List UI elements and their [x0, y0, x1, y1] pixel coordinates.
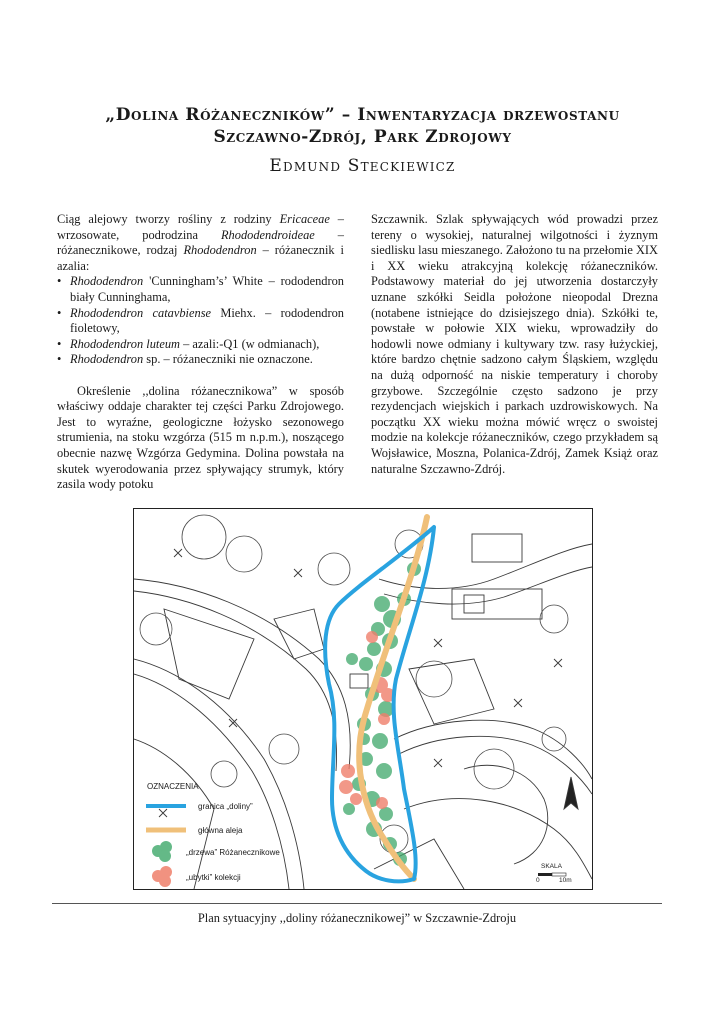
- scale-bar-segment: [552, 873, 566, 876]
- legend-label: główna aleja: [198, 826, 243, 835]
- species-name: Rhododendron: [70, 352, 144, 367]
- intro-text: – wrzosowate, podrodzina: [57, 212, 345, 242]
- scale-bar-segment: [538, 873, 552, 876]
- path-line: [134, 591, 337, 771]
- legend-label: granica „doliny”: [198, 802, 253, 811]
- taxon-rhododendron: Rhododendron: [183, 243, 257, 258]
- legend-label: „drzewa” Różanecznikowe: [186, 848, 280, 857]
- lawn-outline: [164, 609, 254, 699]
- path-line: [134, 739, 214, 889]
- legend-item-trees: [186, 848, 280, 857]
- list-item: [57, 274, 344, 305]
- scale-title: SKALA: [541, 863, 562, 870]
- body-paragraph: Szczawnik. Szlak spływających wód prowadzi przez tereny o wysokiej, naturalnej wilgotności i żyznym siedlisku lasu mieszanego. Założono tu na przełomie XIX i XX wieku atrakcyjną kolekcję różaneczników. Podstawowy materiał do jej utworzenia dostarczyły uznane szkółki Seidla położone nieopodal Drezna (notabene istniejące do dzisiejszego dnia). Szkółki te, powstałe w połowie XIX wieku, wprowadziły do hodowli nowe odmiany i kultywary tzw. rasy łużyckiej, które bardzo chętnie sadzono całym Śląskiem, względu na dużą odporność na niskie temperatury i choroby grzybowe. Szczególnie często sadzono je przy rezydencjach wiejskich i parkach uzdrowiskowych. Na początku XX wieku można mówić wręcz o swoistej modzie na kolekcje różaneczników, czego przykładem są Wojsławice, Moszna, Polanica-Zdrój, Zamek Książ oraz naturalne Szczawno-Zdrój.: [371, 212, 658, 476]
- red-cloud-icon: [152, 866, 172, 887]
- building: [472, 534, 522, 562]
- path-line: [134, 579, 350, 769]
- map-linework: [134, 534, 592, 889]
- lawn-outline: [274, 609, 324, 659]
- legend-item-gaps: [186, 873, 241, 882]
- intro-text: Ciąg alejowy tworzy rośliny z rodziny: [57, 212, 280, 226]
- list-item: [57, 352, 344, 368]
- list-item: [57, 306, 344, 337]
- species-name: Rhododendron: [70, 274, 144, 289]
- species-name: Rhododendron luteum: [70, 336, 181, 351]
- list-item: [57, 337, 344, 353]
- figure-caption: Plan sytuacyjny ,,doliny różanecznikowej” w Szczawnie-Zdroju: [197, 911, 517, 925]
- green-cloud-icon: [152, 841, 172, 862]
- lawn-outline: [409, 659, 494, 724]
- species-name: Rhododendron catavbiense: [70, 305, 212, 320]
- building: [350, 674, 368, 688]
- bullet: •: [57, 352, 62, 367]
- path-line: [464, 765, 548, 864]
- legend-label: „ubytki” kolekcji: [186, 873, 241, 882]
- body-paragraph: Określenie ,,dolina różanecznikowa” w sposób właściwy oddaje charakter tej części Parku Zdrojowego. Jest to wyraźne, geologiczne łożysko sezonowego strumienia, na stoku wzgórza (515 m n.p.m.), noszącego obecnie nazwę Wzgórza Gedymina. Dolina powstała na skutek wyerodowania przez spływający strumyk, który zasila wody potoku: [57, 383, 344, 492]
- title-line-2: Szczawno-Zdrój, Park Zdrojowy: [213, 127, 512, 147]
- scale-start: 0: [536, 877, 540, 884]
- author-name: Edmund Steckiewicz: [269, 156, 456, 176]
- intro-text: – różanecznik i azalia:: [57, 243, 344, 273]
- legend-item-alley: [198, 826, 242, 835]
- bullet: •: [57, 305, 62, 320]
- bullet: •: [57, 274, 62, 289]
- bullet: •: [57, 336, 62, 351]
- path-line: [399, 736, 592, 794]
- species-desc: 'Cunningham’s’ White – rododendron biały Cunninghama,: [70, 274, 344, 304]
- species-desc: sp. – różaneczniki nie oznaczone.: [143, 352, 313, 367]
- taxon-ericaceae: Ericaceae: [279, 212, 330, 226]
- intro-text: – różanecznikowe, rodzaj: [57, 227, 344, 258]
- intro-paragraph: [57, 212, 344, 274]
- left-column: [57, 212, 344, 493]
- legend-item-boundary: [198, 802, 253, 811]
- article-title: [60, 104, 665, 148]
- scale-end: 10m: [559, 877, 572, 884]
- north-arrow-icon: [564, 777, 578, 809]
- right-column: [371, 212, 658, 477]
- title-line-1: „Dolina Różaneczników” – Inwentaryzacja drzewostanu: [105, 105, 620, 125]
- path-line: [394, 720, 592, 779]
- site-plan-map: [133, 508, 593, 890]
- legend-title: OZNACZENIA: [147, 782, 199, 791]
- taxon-rhododendroideae: Rhododendroideae: [220, 227, 315, 242]
- path-line: [404, 799, 592, 879]
- species-desc: Miehx. – rododendron fioletowy,: [70, 305, 344, 336]
- species-desc: – azali:-Q1 (w odmianach),: [180, 336, 320, 351]
- caption-divider: [52, 903, 662, 904]
